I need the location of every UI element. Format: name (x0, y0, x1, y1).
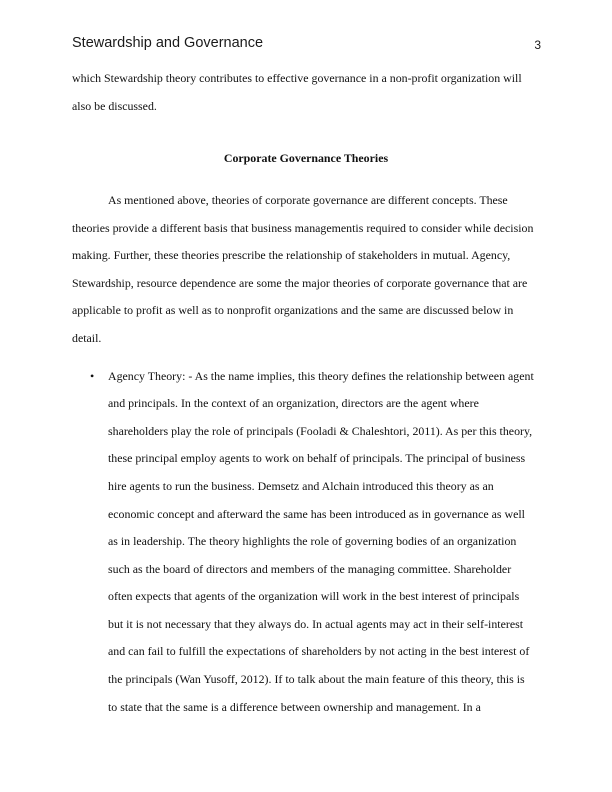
bullet-line: to state that the same is a difference between ownership and management. In a (108, 700, 481, 714)
paragraph-line: Stewardship, resource dependence are some the major theories of corporate governance that are (72, 276, 528, 290)
bullet-line: hire agents to run the business. Demsetz and Alchain introduced this theory as an (108, 479, 494, 493)
bullet-line: shareholders play the role of principals (Fooladi & Chaleshtori, 2011). As per this theory, (108, 424, 533, 438)
bullet-line: and principals. In the context of an organization, directors are the agent where (108, 396, 479, 410)
running-header-title: Stewardship and Governance (72, 35, 264, 51)
bullet-line: these principal employ agents to work on behalf of principals. The principal of business (108, 451, 526, 465)
section-heading: Corporate Governance Theories (223, 151, 389, 165)
paragraph-line: applicable to profit as well as to nonprofit organizations and the same are discussed below in (72, 303, 514, 317)
bullet-line: economic concept and afterward the same has been introduced as in governance as well (108, 507, 525, 521)
bullet-line: often expects that agents of the organization will work in the best interest of principals (108, 589, 520, 603)
intro-line: which Stewardship theory contributes to effective governance in a non-profit organization will (72, 71, 522, 85)
bullet-marker: • (90, 369, 95, 383)
paragraph-line: detail. (72, 331, 102, 345)
bullet-line: as in leadership. The theory highlights the role of governing bodies of an organization (108, 534, 517, 548)
paragraph-line: making. Further, these theories prescribe the relationship of stakeholders in mutual. Agency, (72, 248, 511, 262)
bullet-line: such as the board of directors and members of the managing committee. Shareholder (108, 562, 512, 576)
paragraph-line: theories provide a different basis that business managementis required to consider while decision (72, 221, 534, 235)
bullet-line: Agency Theory: - As the name implies, this theory defines the relationship between agent (108, 369, 534, 383)
intro-line: also be discussed. (72, 99, 157, 113)
paragraph-line: As mentioned above, theories of corporate governance are different concepts. These (108, 193, 508, 207)
bullet-line: but it is not necessary that they always do. In actual agents may act in their self-interest (108, 617, 524, 631)
bullet-line: the principals (Wan Yusoff, 2012). If to talk about the main feature of this theory, this is (108, 672, 525, 686)
page-number: 3 (534, 38, 541, 52)
bullet-line: and can fail to fulfill the expectations of shareholders by not acting in the best interest of (108, 644, 530, 658)
